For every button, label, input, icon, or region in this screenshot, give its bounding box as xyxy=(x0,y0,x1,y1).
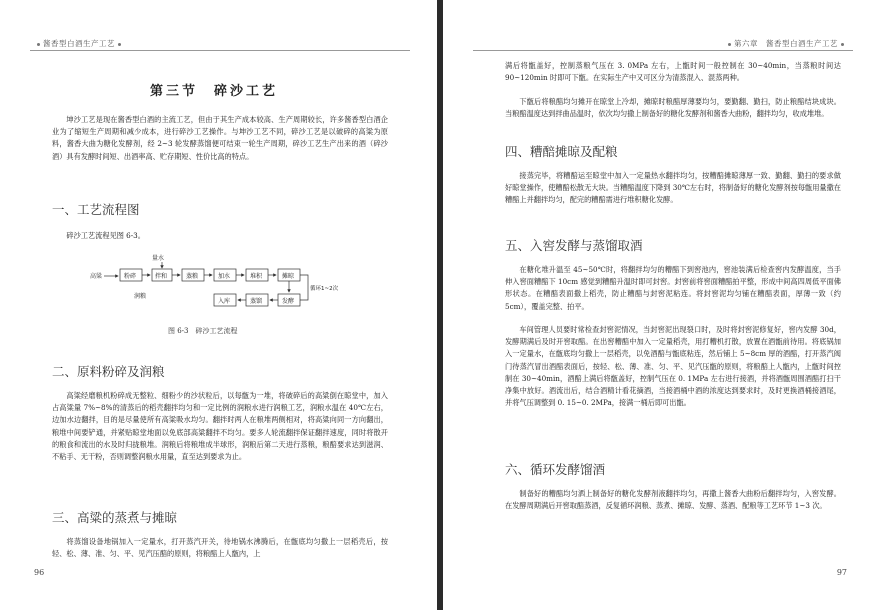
heading-cycle: 六、循环发酵馏酒 xyxy=(505,462,606,477)
node-fensui: 粉碎 xyxy=(124,273,137,280)
node-rucang: 入库 xyxy=(218,298,231,305)
right-page-number: 97 xyxy=(836,568,847,577)
header-dot-icon xyxy=(728,43,731,46)
left-page-number: 96 xyxy=(34,568,45,577)
left-page xyxy=(0,0,437,610)
heading-crush: 二、原料粉碎及润粮 xyxy=(52,364,165,379)
label-runliang: 润粮 xyxy=(134,293,147,300)
left-header-rule xyxy=(30,50,410,51)
crush-paragraph: 高粱经磨粮机粉碎成无整粒、细粉少的沙状粒后，以每甑为一堆，将破碎后的高粱倒在晾堂中，加入占高粱量 7%~8%的清蒸后的稻壳翻拌均匀和一定比例的润粮水进行润粮工艺，润粮水温在 40℃左右，边加水边翻拌，目的是尽量使所有高粱吸水均匀。翻拌时两人在粮堆两侧相对，将高粱向同一方向翻出，粮堆中间要铲通，并紧贴晾堂地面以免底部高粱翻拌不均匀。要多人轮流翻拌保证翻拌速度，同时将散开的粮食和流出的水及时归拢粮堆。润粮后将粮堆成半球形，润粮后第二天进行蒸粮，粮醅要求达到滋润、不粘手、无干粉，否则调整润粮水用量，直至达到要求为止。 xyxy=(52,391,388,462)
cycle-paragraph: 制备好的糟醅均匀洒上制备好的糖化发酵剂液翻拌均匀，再撒上酱香大曲粉后翻拌均匀，入窖发酵。在发酵周期满后开窖取醅蒸酒，反复循环润粮、蒸煮、摊晾、发酵、蒸酒、配粮等工艺环节 1~3 次。 xyxy=(505,489,841,511)
left-running-header: 酱香型白酒生产工艺 xyxy=(34,38,124,49)
label-liangshui: 量水 xyxy=(152,255,165,262)
node-zhengliang: 蒸粮 xyxy=(186,273,199,280)
section-title: 第三节 碎沙工艺 xyxy=(150,84,279,99)
flow-reference: 碎沙工艺流程见图 6-3。 xyxy=(66,231,145,240)
intro-paragraph: 坤沙工艺是现在酱香型白酒的主流工艺，但由于其生产成本较高、生产周期较长，许多酱香型白酒企业为了缩短生产周期和减少成本，进行碎沙工艺操作。与坤沙工艺不同，碎沙工艺是以破碎的高粱为原料，酱香大曲为糖化发酵剂，经 2~3 轮发酵蒸馏便可结束一轮生产周期，碎沙工艺生产出来的酒（碎沙酒）具有发酵时间短、出酒率高、贮存期短、性价比高的特点。 xyxy=(52,115,388,161)
heading-steam: 三、高粱的蒸煮与摊晾 xyxy=(52,510,178,525)
node-jiaqu: 加水 xyxy=(218,273,231,280)
heading-flow-chart: 一、工艺流程图 xyxy=(52,202,140,217)
header-dot-icon xyxy=(37,43,40,46)
cycle-bracket xyxy=(300,275,308,300)
node-tanliang: 摊晾 xyxy=(282,273,295,280)
ferment-paragraph-2: 车间管理人员要时常检查封窖泥情况，当封窖泥出现裂口时，及时将封窖泥修复好，窖内发酵 30d，发酵期满后及时开窖取醅。在出窖糟醅中加入一定量稻壳，用打糟机打散，放置在酒甑前待用。将底锅加入一定量水，在甑底均匀撒上一层稻壳，以免酒醅与甑底粘连，然后铺上 5~8cm 厚的酒醅，打开蒸汽阀门待蒸汽冒出酒醅表面后，按轻、松、薄、准、匀、平、见汽压甑的原则，将粮醅上人甑内，上甑时间控制在 30~40min，酒醅上满后将甑盖好，控制气压在 0. 1MPa 左右进行接酒，并将酒甑周围酒醅打扫干净集中放好。酒流出后，结合酒精计看花摘酒，当接酒桶中酒的浓度达到要求时，及时更换酒桶接酒尾，并将气压调整到 0. 15~0. 2MPa，接满一桶后即可出甑。 xyxy=(505,325,841,408)
node-duiji: 堆积 xyxy=(250,273,263,280)
header-dot-icon xyxy=(841,43,844,46)
right-page xyxy=(443,0,881,610)
node-gaoliang: 高粱 xyxy=(90,273,103,280)
heading-pile: 四、糟醅摊晾及配粮 xyxy=(505,144,618,159)
ferment-paragraph-1: 在糖化堆升温至 45~50℃时，将翻拌均匀的糟醅下到窖池内，窖池装满后检查窖内发酵温度，当手伸入窖面糟醅下 10cm 感觉到糟醅升温时即可封窖。封窖前将窖面糟醅拍平整，形成中间高四周低平面佛形状态。在糟醅表面撒上稻壳，防止糟醅与封窖泥粘连。将封窖泥均匀铺在糟醅表面，厚薄一致（约 5cm），覆盖完整、拍平。 xyxy=(505,265,841,311)
label-xunhuan: 循环1~2次 xyxy=(310,286,339,292)
heading-ferment: 五、入窖发酵与蒸馏取酒 xyxy=(505,238,643,253)
process-flow-diagram xyxy=(88,248,348,328)
right-running-header: 第六章 酱香型白酒生产工艺 xyxy=(725,38,847,49)
steam-continued-paragraph: 满后将甑盖好，控制蒸粮气压在 3. 0MPa 左右，上甑时间一般控制在 30~40min，当蒸粮时间达 90~120min 时即可下甑。在实际生产中又可区分为清蒸混入、混蒸两种。 xyxy=(505,61,841,83)
steam-paragraph: 将蒸馏设备地锅加入一定量水，打开蒸汽开关，待地锅水沸腾后，在甑底均匀撒上一层稻壳后，按轻、松、薄、准、匀、平、见汽压醅的原则，将粮醅上人甑内，上 xyxy=(52,537,388,559)
header-dot-icon xyxy=(118,43,121,46)
node-banhe: 拌和 xyxy=(155,273,168,280)
cooling-paragraph: 下甑后将粮醅均匀摊开在晾堂上冷却，摊晾时粮醅厚薄要均匀，要勤翻、勤扫，防止粮醅结块成块。当粮醅温度达到拌曲品温时，依次均匀撒上制备好的糖化发酵剂和酱香大曲粉，翻拌均匀，收成堆堆。 xyxy=(505,97,841,119)
right-header-rule xyxy=(473,50,853,51)
node-zhengliu: 蒸馏 xyxy=(250,298,263,305)
pile-paragraph: 接蒸完毕，将糟醅运至晾堂中加入一定量热水翻拌均匀，按糟醅摊晾薄厚一致、勤翻、勤扫的要求做好晾堂操作，使糟醅松散无大块。当糟醅温度下降到 30℃左右时，将制备好的糖化发酵剂按每甑用量撒在糟醅上并翻拌均匀，配完的糟醅需进行堆积糖化发酵。 xyxy=(505,171,841,205)
figure-caption: 图 6-3 碎沙工艺流程 xyxy=(168,327,238,335)
node-fajiao: 发酵 xyxy=(282,298,295,305)
